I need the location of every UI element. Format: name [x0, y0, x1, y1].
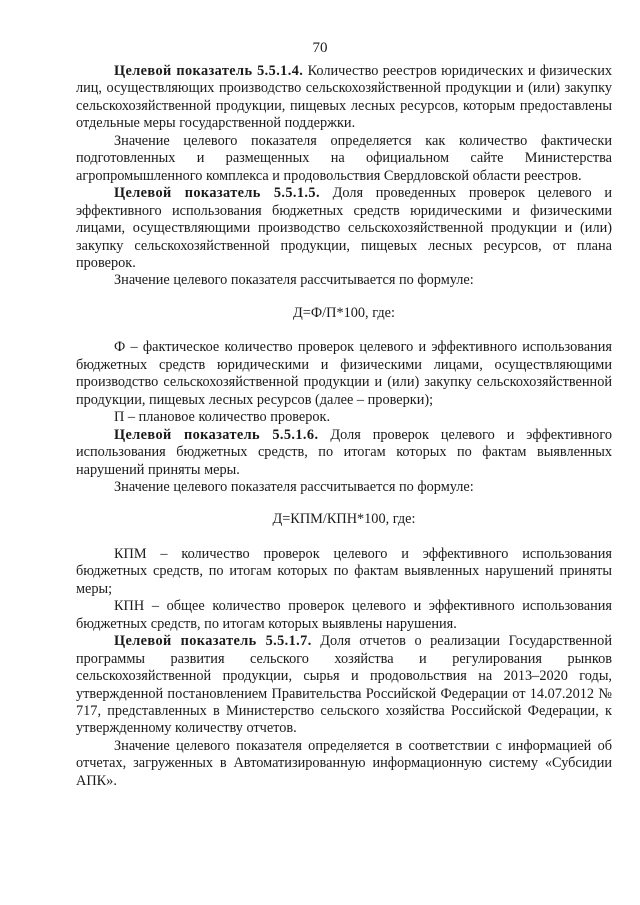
paragraph-text: Количество реестров юридических и физических лиц, осуществляющих производство сельскохозяйственной продукции и (или) закупку сельскохозяйственной продукции, пищевых лесных ресурсов, которым предоставлены отдельные меры государственной поддержки.	[76, 63, 612, 132]
indicator-heading: Целевой показатель 5.5.1.6.	[114, 426, 319, 443]
paragraph-text: Доля проведенных проверок целевого и эффективного использования бюджетных средств юридическими и физическими лицами, осуществляющими производство сельскохозяйственной продукции и (или) закупку сельскохозяйственной продукции, пищевых лесных ресурсов, от плана проверок.	[76, 185, 613, 271]
paragraph-variable-kpm: КПМ – количество проверок целевого и эффективного использования бюджетных средств, по итогам которых по фактам выявленных нарушений приняты меры;	[76, 545, 612, 597]
paragraph-indicator-5-5-1-4	[76, 63, 612, 133]
paragraph-value-definition: Значение целевого показателя определяется в соответствии с информацией об отчетах, загруженных в Автоматизированную информационную систему «Субсидии АПК».	[76, 737, 612, 789]
indicator-heading: Целевой показатель 5.5.1.4.	[114, 63, 304, 79]
paragraph-formula-intro: Значение целевого показателя рассчитывается по формуле:	[114, 478, 474, 495]
indicator-heading: Целевой показатель 5.5.1.5.	[114, 185, 320, 202]
page-number: 70	[312, 40, 328, 56]
paragraph-indicator-5-5-1-7	[76, 633, 612, 738]
paragraph-text: Доля отчетов о реализации Государственной программы развития сельского хозяйства и регулирования рынков сельскохозяйственной продукции, сырья и продовольствия на 2013–2020 годы, утвержденной постановлением Правительства Российской Федерации от 14.07.2012 № 717, представленных в Министерство сельского хозяйства Российской Федерации, к утвержденному количеству отчетов.	[76, 633, 612, 737]
paragraph-formula-intro: Значение целевого показателя рассчитывается по формуле:	[114, 272, 474, 289]
paragraph-variable-f: Ф – фактическое количество проверок целевого и эффективного использования бюджетных средств юридическими и физическими лицами, осуществляющими производство сельскохозяйственной продукции и (или) закупку сельскохозяйственной продукции, пищевых лесных ресурсов (далее – проверки);	[76, 339, 612, 408]
paragraph-indicator-5-5-1-6	[76, 427, 612, 479]
formula: Д=Ф/П*100, где:	[293, 304, 395, 321]
paragraph-text: Доля проверок целевого и эффективного использования бюджетных средств, по итогам которых по фактам выявленных нарушений приняты меры.	[76, 426, 612, 478]
document-body	[76, 63, 612, 790]
formula: Д=КПМ/КПН*100, где:	[272, 511, 416, 528]
paragraph-indicator-5-5-1-5	[76, 185, 612, 272]
paragraph-variable-kpn: КПН – общее количество проверок целевого и эффективного использования бюджетных средств, по итогам которых выявлены нарушения.	[76, 598, 612, 632]
paragraph-variable-p: П – плановое количество проверок.	[114, 409, 331, 426]
indicator-heading: Целевой показатель 5.5.1.7.	[114, 633, 312, 650]
paragraph-value-definition: Значение целевого показателя определяется как количество фактически подготовленных и размещенных на официальном сайте Министерства агропромышленного комплекса и продовольствия Свердловской области реестров.	[76, 132, 612, 184]
